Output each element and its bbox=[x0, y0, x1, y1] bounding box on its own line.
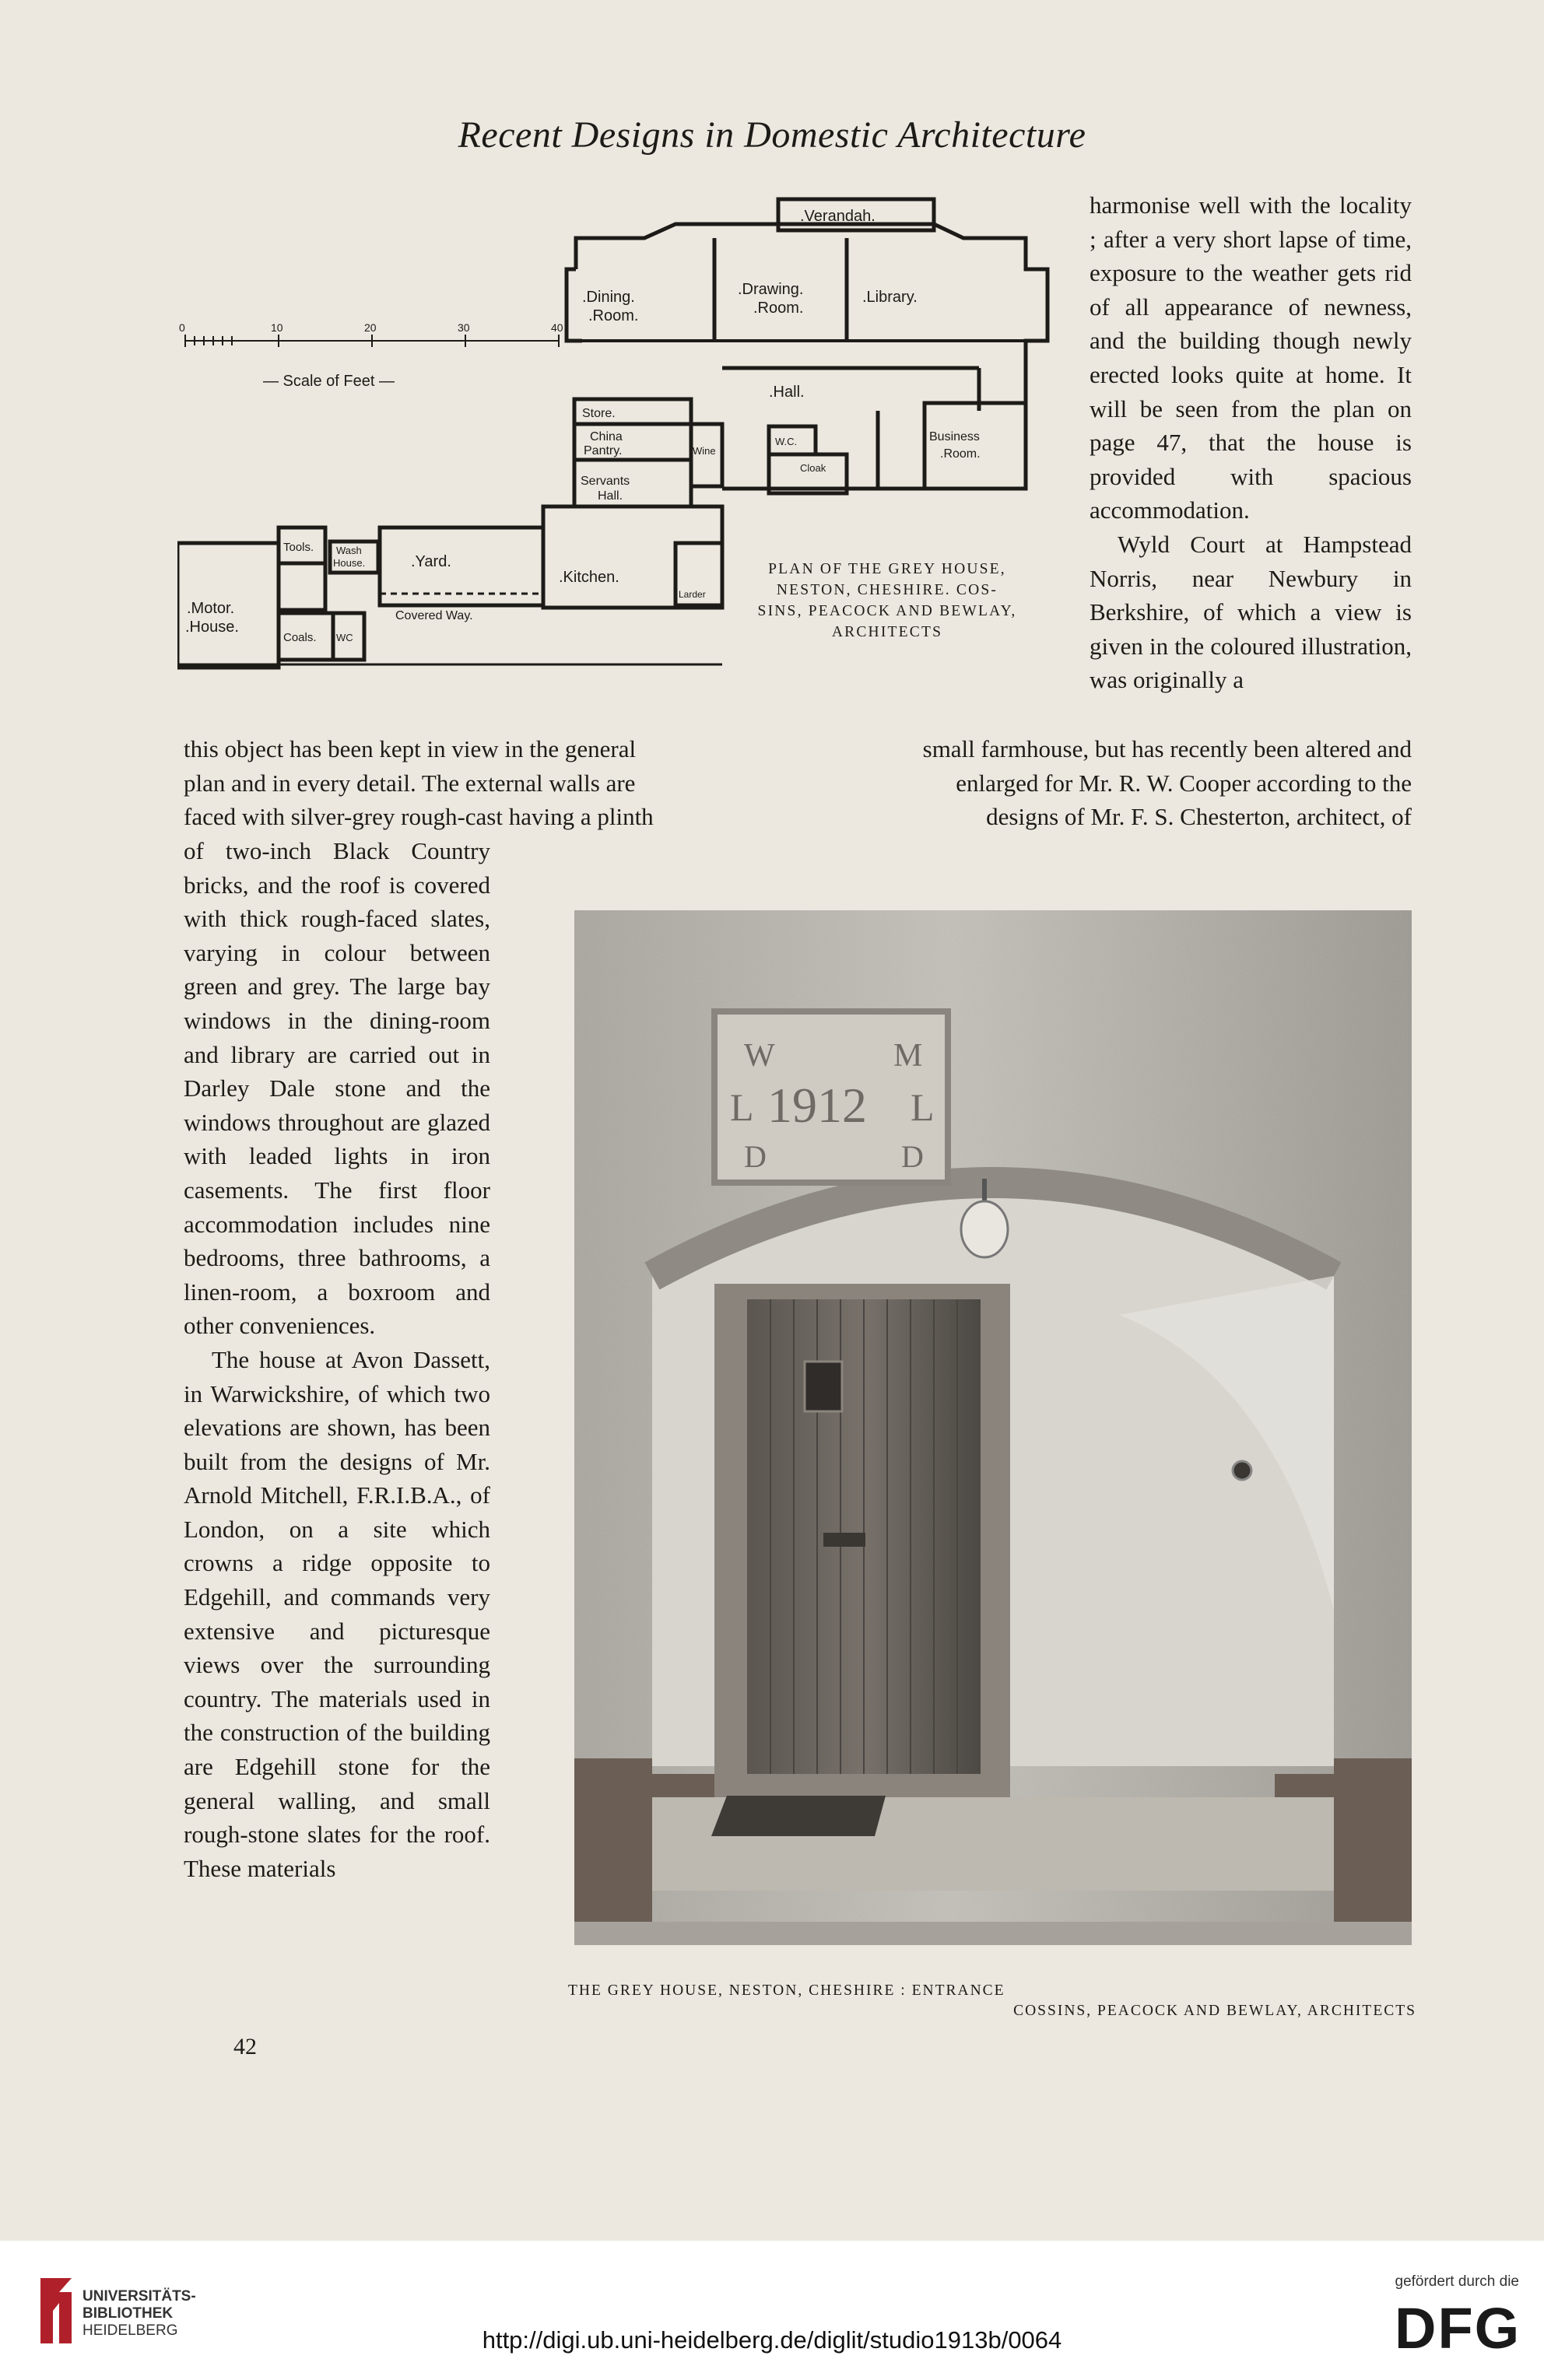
room-kitchen: .Kitchen. bbox=[559, 569, 619, 586]
bell-push bbox=[1233, 1461, 1251, 1480]
text-column-left bbox=[184, 834, 490, 1885]
room-drawing-room: .Room. bbox=[753, 300, 804, 317]
room-larder: Larder bbox=[679, 589, 706, 600]
room-covered-way: Covered Way. bbox=[395, 609, 473, 622]
library-name-line: BIBLIOTHEK bbox=[82, 2305, 174, 2322]
funding-note: gefördert durch die bbox=[1395, 2273, 1519, 2290]
text-line: enlarged for Mr. R. W. Cooper according to the bbox=[956, 769, 1412, 797]
door-window bbox=[805, 1362, 842, 1411]
library-name-line: UNIVERSITÄTS- bbox=[82, 2288, 196, 2305]
photo-caption-title: THE GREY HOUSE, NESTON, CHESHIRE : ENTRANCE bbox=[568, 1982, 1005, 1999]
room-dining-room: .Room. bbox=[588, 307, 639, 324]
text-line: small farmhouse, but has recently been altered and bbox=[922, 735, 1412, 762]
plaque-letter-left: L bbox=[730, 1085, 754, 1129]
photo-caption-credit: COSSINS, PEACOCK AND BEWLAY, ARCHITECTS bbox=[1013, 2003, 1416, 2019]
room-yard: .Yard. bbox=[411, 553, 451, 570]
plaque-bottom-right: D bbox=[901, 1139, 924, 1174]
room-tools: Tools. bbox=[283, 541, 314, 554]
running-title: Recent Designs in Domestic Architecture bbox=[458, 114, 1086, 156]
room-motor: .Motor. bbox=[187, 600, 235, 617]
room-servants: Servants bbox=[581, 475, 630, 488]
room-wine: Wine bbox=[693, 445, 716, 457]
scale-tick-40: 40 bbox=[551, 321, 563, 334]
plan-caption-line: ARCHITECTS bbox=[831, 624, 943, 640]
plan-main-block bbox=[576, 224, 1047, 411]
door-mat bbox=[711, 1796, 886, 1836]
text-line: this object has been kept in view in the general bbox=[184, 735, 637, 762]
room-library: .Library. bbox=[862, 289, 918, 306]
text-column-right bbox=[1090, 188, 1412, 697]
plan-caption-line: SINS, PEACOCK AND BEWLAY, bbox=[757, 603, 1017, 619]
scale-tick-10: 10 bbox=[271, 321, 283, 334]
room-wc: W.C. bbox=[775, 436, 798, 447]
plaque-initial-right: M bbox=[893, 1038, 923, 1074]
room-business: Business bbox=[929, 430, 980, 443]
letter-box bbox=[823, 1533, 865, 1547]
photo-caption bbox=[568, 1981, 1416, 2021]
text-line: designs of Mr. F. S. Chesterton, architect, of bbox=[986, 803, 1412, 831]
paragraph: The house at Avon Dassett, in Warwickshire, of which two elevations are shown, has been built from the designs of Mr. Arnold Mitchell, F.R.I.B.A., of London, on a site which crowns a ridge opposite to Edgehill, and commands very extensive and picturesque views over the surrounding country. The materials used in the construction of the building are Edgehill stone for the general walling, and small rough-stone slates for the roof. These materials bbox=[184, 1345, 490, 1882]
plan-caption bbox=[724, 559, 1051, 643]
room-servants-hall: Hall. bbox=[598, 489, 623, 503]
scale-label: — Scale of Feet — bbox=[263, 373, 395, 390]
plaque-initial-left: W bbox=[744, 1038, 775, 1074]
plan-caption-line: PLAN OF THE GREY HOUSE, bbox=[768, 561, 1006, 577]
plaque-year: 1912 bbox=[767, 1078, 867, 1133]
room-cloak: Cloak bbox=[800, 462, 826, 474]
room-china: China bbox=[590, 430, 623, 443]
room-dining: .Dining. bbox=[582, 289, 635, 306]
room-store: Store. bbox=[582, 407, 616, 420]
scale-tick-20: 20 bbox=[364, 321, 377, 334]
source-url[interactable]: http://digi.ub.uni-heidelberg.de/diglit/studio1913b/0064 bbox=[482, 2326, 1062, 2354]
plaque-letter-right: L bbox=[911, 1085, 935, 1129]
room-motor-house: .House. bbox=[185, 619, 239, 636]
entrance-photograph bbox=[574, 910, 1412, 1945]
scale-tick-30: 30 bbox=[458, 321, 470, 334]
paragraph: of two-inch Black Country bricks, and the roof is covered with thick rough-faced slates, varying in colour between green and grey. The large bay windows in the dining-room and library are carried out in Darley Dale stone and the windows throughout are glazed with leaded lights in iron casements. The first floor accommodation includes nine bedrooms, three bathrooms, a linen-room, a boxroom and other conveniences. bbox=[184, 837, 490, 1340]
lamp bbox=[961, 1201, 1008, 1257]
room-coals: Coals. bbox=[283, 631, 317, 644]
paragraph: harmonise well with the locality ; after a very short lapse of time, exposure to the weather gets rid of all appearance of newness, and the building though newly erected looks quite at home. It will be seen from the plan on page 47, that the house is provided with spacious accommodation. bbox=[1090, 191, 1412, 524]
room-drawing: .Drawing. bbox=[738, 281, 804, 298]
paragraph: Wyld Court at Hampstead Norris, near Newbury in Berkshire, of which a view is given in the coloured illustration, was originally a bbox=[1090, 530, 1412, 694]
room-business-room: .Room. bbox=[940, 447, 981, 461]
scale-tick-0: 0 bbox=[179, 321, 185, 334]
room-wash-house: House. bbox=[333, 557, 366, 569]
room-wash: Wash bbox=[336, 545, 362, 556]
room-pantry: Pantry. bbox=[584, 444, 623, 457]
full-width-lines bbox=[184, 732, 1412, 834]
library-name-line: HEIDELBERG bbox=[82, 2322, 178, 2339]
page-number: 42 bbox=[233, 2034, 257, 2059]
dfg-logo: DFG bbox=[1395, 2296, 1521, 2361]
plaque-bottom-left: D bbox=[744, 1139, 767, 1174]
digitisation-footer bbox=[0, 2241, 1544, 2380]
room-wc2: WC bbox=[336, 632, 353, 643]
room-verandah: .Verandah. bbox=[800, 208, 876, 225]
plan-caption-line: NESTON, CHESHIRE. COS- bbox=[776, 582, 998, 598]
text-line: plan and in every detail. The external walls are bbox=[184, 769, 636, 797]
room-hall: .Hall. bbox=[769, 384, 805, 401]
text-line: faced with silver-grey rough-cast having a plinth bbox=[184, 803, 654, 831]
